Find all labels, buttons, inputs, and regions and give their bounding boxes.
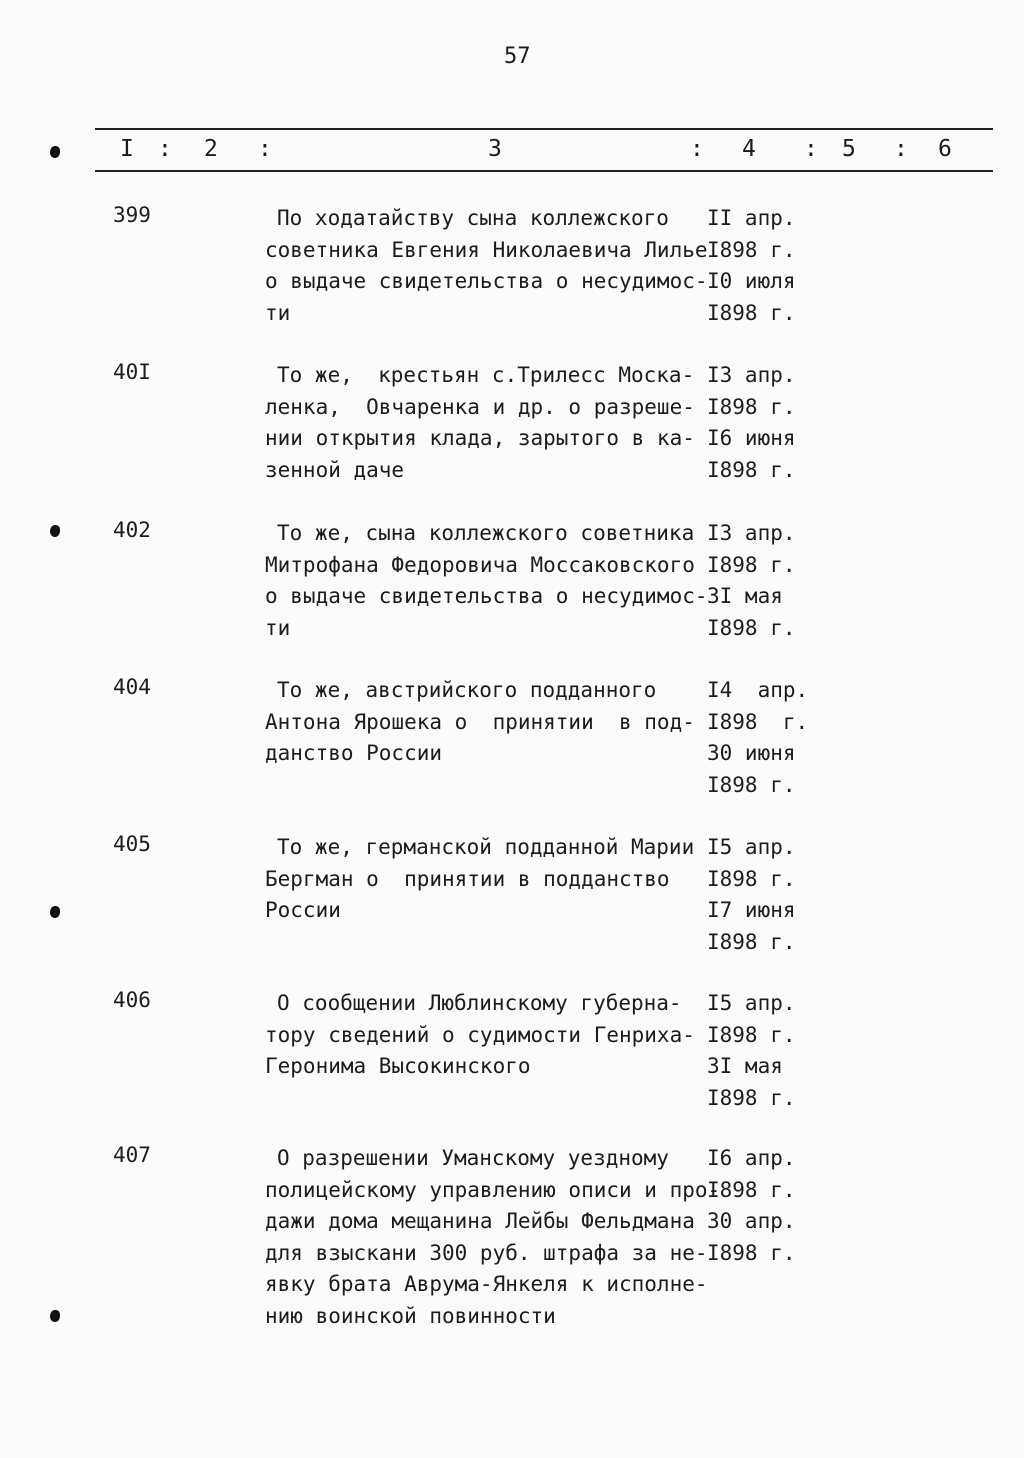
description-line: Бергман о принятии в подданство xyxy=(265,866,670,891)
column-header-3: 3 xyxy=(488,136,502,162)
header-rule-bottom xyxy=(95,170,993,172)
date-line: I898 г. xyxy=(707,1240,796,1265)
date-line: I3 апр. xyxy=(707,521,796,545)
date-line: I898 г. xyxy=(707,394,796,419)
entry-number: 406 xyxy=(113,988,151,1012)
entry-number: 404 xyxy=(113,675,151,699)
date-line: I898 г. xyxy=(707,300,796,325)
entry-406 xyxy=(0,988,1024,1138)
date-line: I898 г. xyxy=(707,1085,796,1110)
date-line: 3I мая xyxy=(707,1054,783,1078)
description-line: Антона Ярошека о принятии в под- xyxy=(265,709,695,734)
punch-hole-mark xyxy=(50,1310,60,1322)
entry-dates xyxy=(707,832,817,958)
column-separator: : xyxy=(690,136,704,162)
date-line: I898 г. xyxy=(707,1177,796,1202)
entry-dates xyxy=(707,203,817,329)
description-line: нии открытия клада, зарытого в ка- xyxy=(265,426,695,450)
punch-hole-mark xyxy=(50,906,60,918)
date-line: 30 апр. xyxy=(707,1209,796,1233)
column-header-1: I xyxy=(120,136,134,162)
punch-hole-mark xyxy=(50,525,60,537)
column-separator: : xyxy=(894,136,908,162)
entry-405 xyxy=(0,832,1024,982)
entry-number: 407 xyxy=(113,1143,151,1167)
entry-dates xyxy=(707,675,817,801)
entry-dates xyxy=(707,988,817,1114)
description-line: По ходатайству сына коллежского xyxy=(277,206,669,230)
column-header-4: 4 xyxy=(742,136,756,162)
description-line: Митрофана Федоровича Моссаковского xyxy=(265,552,695,577)
entry-399 xyxy=(0,203,1024,353)
date-line: I898 г. xyxy=(707,237,796,262)
entry-description xyxy=(265,988,705,1083)
column-separator: : xyxy=(258,136,272,162)
entry-number: 405 xyxy=(113,832,151,856)
description-line: ти xyxy=(265,300,291,325)
entry-dates xyxy=(707,1143,817,1269)
description-line: о выдаче свидетельства о несудимос- xyxy=(265,584,708,608)
date-line: I5 апр. xyxy=(707,835,796,859)
date-line: I3 апр. xyxy=(707,363,796,387)
date-line: I7 июня xyxy=(707,898,796,922)
date-line: I6 апр. xyxy=(707,1146,796,1170)
punch-hole-mark xyxy=(50,146,60,158)
description-line: ленка, Овчаренка и др. о разреше- xyxy=(265,394,695,419)
date-line: I6 июня xyxy=(707,426,796,450)
description-line: Геронима Высокинского xyxy=(265,1054,531,1078)
description-line: нию воинской повинности xyxy=(265,1303,556,1328)
date-line: I5 апр. xyxy=(707,991,796,1015)
description-line: полицейскому управлению описи и про- xyxy=(265,1177,721,1202)
entry-401 xyxy=(0,360,1024,510)
date-line: 30 июня xyxy=(707,741,796,765)
entry-407 xyxy=(0,1143,1024,1353)
description-line: зенной даче xyxy=(265,457,405,482)
entry-description xyxy=(265,1143,721,1332)
entry-402 xyxy=(0,518,1024,668)
date-line: I898 г. xyxy=(707,709,809,734)
date-line: I898 г. xyxy=(707,552,796,577)
date-line: I898 г. xyxy=(707,929,796,954)
date-line: I0 июля xyxy=(707,269,796,293)
column-separator: : xyxy=(158,136,172,162)
description-line: То же, австрийского подданного xyxy=(277,678,657,702)
column-header-6: 6 xyxy=(938,136,952,162)
description-line: тору сведений о судимости Генриха- xyxy=(265,1022,695,1047)
entry-404 xyxy=(0,675,1024,825)
column-header-5: 5 xyxy=(842,136,856,162)
entry-number: 40I xyxy=(113,360,151,384)
entry-number: 399 xyxy=(113,203,151,227)
date-line: II апр. xyxy=(707,206,796,230)
date-line: I898 г. xyxy=(707,457,796,482)
entry-dates xyxy=(707,360,817,486)
entry-description xyxy=(265,360,705,486)
description-line: советника Евгения Николаевича Лилье xyxy=(265,237,708,262)
entry-description xyxy=(265,518,708,644)
description-line: О разрешении Уманскому уездному xyxy=(277,1146,669,1170)
date-line: I898 г. xyxy=(707,866,796,891)
date-line: I898 г. xyxy=(707,615,796,640)
entry-description xyxy=(265,203,708,329)
description-line: данство России xyxy=(265,741,443,765)
entry-description xyxy=(265,832,705,927)
entry-number: 402 xyxy=(113,518,151,542)
description-line: дажи дома мещанина Лейбы Фельдмана xyxy=(265,1209,695,1233)
description-line: То же, крестьян с.Трилесс Моска- xyxy=(277,363,695,387)
date-line: I898 г. xyxy=(707,1022,796,1047)
header-rule-top xyxy=(95,128,993,130)
entry-description xyxy=(265,675,705,770)
description-line: ти xyxy=(265,615,291,640)
entry-dates xyxy=(707,518,817,644)
page-number: 57 xyxy=(504,44,531,69)
description-line: России xyxy=(265,898,341,922)
date-line: I4 апр. xyxy=(707,678,809,702)
date-line: 3I мая xyxy=(707,584,783,608)
description-line: То же, сына коллежского советника xyxy=(277,521,695,545)
description-line: То же, германской подданной Марии xyxy=(277,835,695,859)
column-separator: : xyxy=(804,136,818,162)
description-line: явку брата Аврума-Янкеля к исполне- xyxy=(265,1272,708,1296)
column-header-2: 2 xyxy=(204,136,218,162)
date-line: I898 г. xyxy=(707,772,796,797)
description-line: для взыскани 300 руб. штрафа за не- xyxy=(265,1240,708,1265)
description-line: О сообщении Люблинскому губерна- xyxy=(277,991,682,1015)
description-line: о выдаче свидетельства о несудимос- xyxy=(265,269,708,293)
